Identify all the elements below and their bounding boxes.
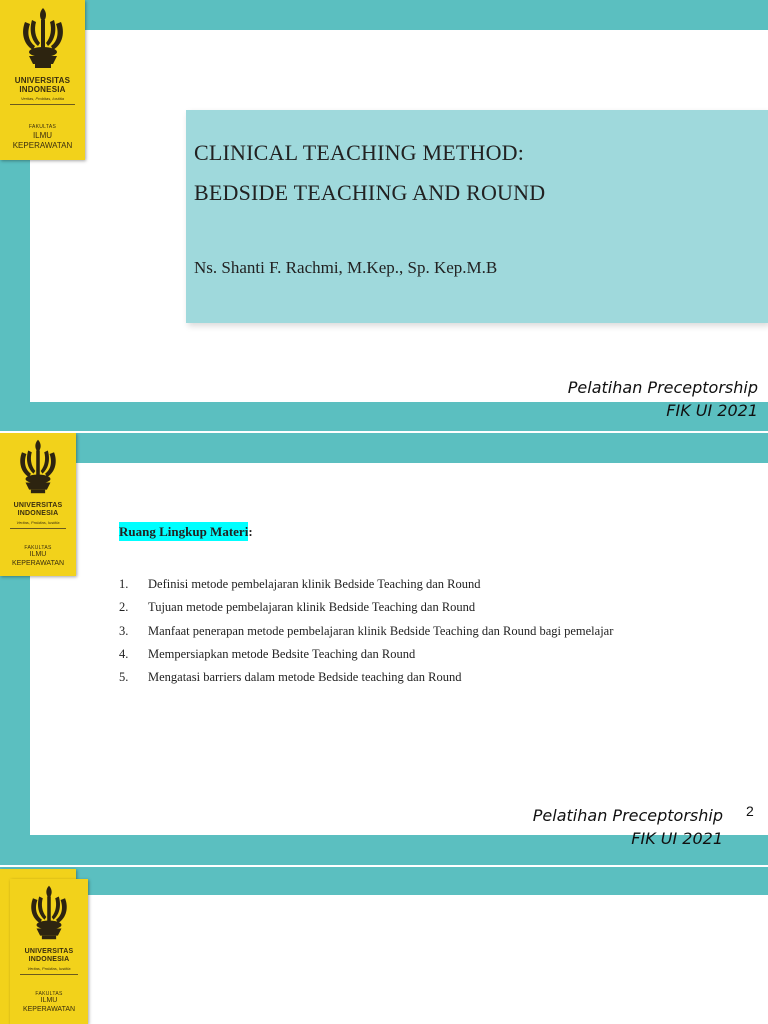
list-item-text: Mengatasi barriers dalam metode Bedside teaching dan Round — [148, 670, 462, 685]
badge-motto: Veritas, Probitas, Iustitia — [27, 966, 71, 971]
slide-3-panel — [30, 895, 768, 1024]
list-item-number: 5. — [119, 670, 129, 685]
footer-line1: Pelatihan Preceptorship — [532, 806, 723, 825]
heading-colon: : — [248, 524, 253, 539]
university-badge — [0, 433, 76, 576]
badge-faculty-label: FAKULTAS — [24, 545, 52, 551]
badge-faculty-line2: KEPERAWATAN — [11, 560, 65, 567]
badge-divider — [10, 104, 75, 105]
slide-title-line1: CLINICAL TEACHING METHOD: — [194, 140, 525, 165]
badge-university-line2: INDONESIA — [28, 956, 70, 963]
list-item-number: 1. — [119, 577, 129, 591]
slide-2-footer — [533, 804, 723, 850]
list-item-text: Mempersiapkan metode Bedsite Teaching dan Round — [148, 646, 416, 661]
badge-motto: Veritas, Probitas, Iustitia — [21, 96, 64, 101]
list-item-number: 4. — [119, 646, 129, 661]
list-item-number: 3. — [119, 623, 129, 638]
badge-faculty-label: FAKULTAS — [28, 124, 57, 130]
badge-faculty-line2: KEPERAWATAN — [22, 1006, 76, 1013]
list-item-text: Definisi metode pembelajaran klinik Bedside Teaching dan Round — [148, 577, 481, 591]
badge-faculty-line2: KEPERAWATAN — [12, 141, 73, 150]
badge-university-line2: INDONESIA — [19, 85, 66, 94]
badge-university-line1: UNIVERSITAS — [13, 502, 63, 509]
badge-divider — [10, 528, 66, 529]
badge-university-line1: UNIVERSITAS — [14, 76, 71, 85]
title-box — [186, 110, 768, 323]
footer-line1: Pelatihan Preceptorship — [567, 378, 758, 397]
slide-1-footer — [568, 376, 758, 422]
badge-university-line1: UNIVERSITAS — [24, 948, 74, 955]
badge-faculty-line1: ILMU — [29, 551, 47, 558]
slide-1 — [0, 0, 768, 431]
slide-3 — [0, 867, 768, 1024]
university-badge — [10, 879, 88, 1024]
list-item-number: 2. — [119, 600, 129, 615]
list-item-text: Tujuan metode pembelajaran klinik Bedside Teaching dan Round — [148, 600, 476, 615]
list-item-text: Manfaat penerapan metode pembelajaran klinik Bedside Teaching dan Round bagi pemelajar — [148, 623, 614, 638]
ui-crest-logo — [24, 884, 74, 941]
author-name: Ns. Shanti F. Rachmi, M.Kep., Sp. Kep.M.B — [194, 258, 498, 277]
ui-crest-logo — [13, 438, 63, 495]
ui-crest-logo — [15, 6, 71, 70]
heading-highlighted-text: Ruang Lingkup Materi — [119, 524, 249, 539]
badge-faculty-line1: ILMU — [32, 131, 53, 140]
badge-faculty-line1: ILMU — [40, 997, 58, 1004]
badge-divider — [20, 974, 78, 975]
university-badge — [0, 0, 85, 160]
slide-title-line2: BEDSIDE TEACHING AND ROUND — [194, 180, 546, 205]
badge-motto: Veritas, Probitas, Iustitia — [16, 520, 60, 525]
footer-line2: FIK UI 2021 — [666, 401, 758, 420]
footer-line2: FIK UI 2021 — [631, 829, 723, 848]
badge-faculty-label: FAKULTAS — [35, 991, 63, 997]
slide-2 — [0, 433, 768, 865]
badge-university-line2: INDONESIA — [17, 510, 59, 517]
section-heading — [119, 524, 253, 540]
page-number: 2 — [746, 803, 754, 819]
